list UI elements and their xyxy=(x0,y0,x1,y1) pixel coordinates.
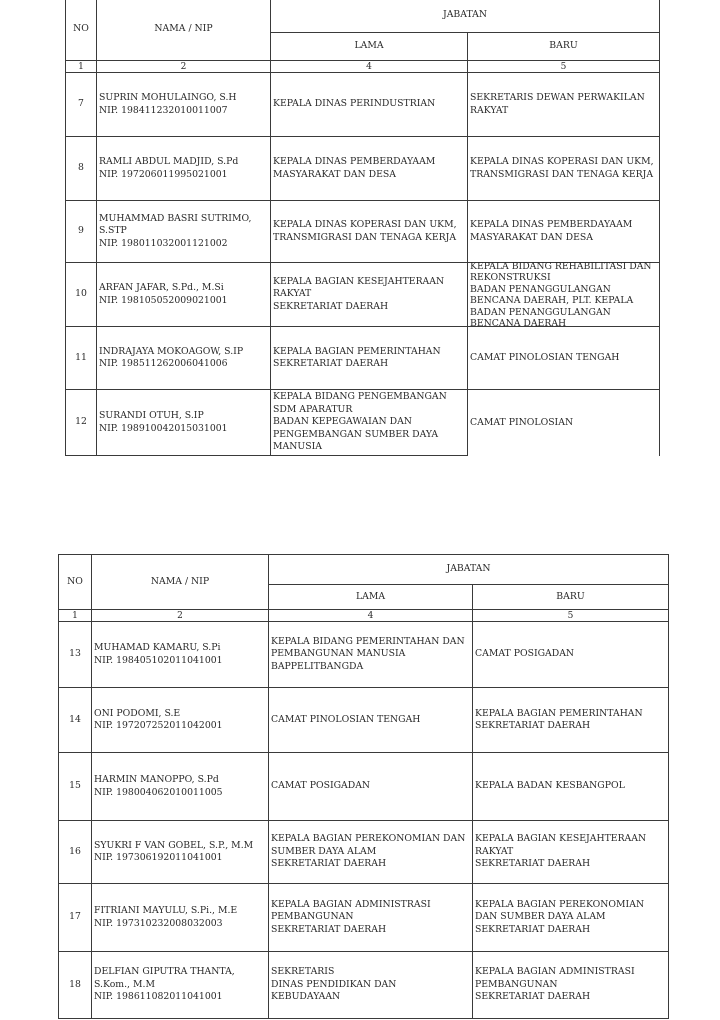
cell-line: KEPALA BAGIAN PEMERINTAHAN xyxy=(475,707,643,719)
table-row xyxy=(66,73,660,137)
cell-line: BENCANA DAERAH xyxy=(470,318,567,329)
cell-jabatan-lama xyxy=(269,884,473,952)
cell-jabatan-baru xyxy=(473,952,669,1019)
cell-jabatan-lama xyxy=(269,821,473,884)
cell-line: BADAN PENANGGULANGAN xyxy=(470,306,611,318)
cell-line: MASYARAKAT DAN DESA xyxy=(470,231,593,243)
cell-jabatan-baru xyxy=(468,260,660,329)
cell-nama-nip xyxy=(92,622,269,688)
cell-line: SDM APARATUR xyxy=(273,403,353,415)
mutation-table-page-2 xyxy=(58,554,669,1019)
cell-line: KEPALA BIDANG PENGEMBANGAN xyxy=(273,391,447,403)
mutation-table-page-1 xyxy=(65,0,660,456)
header-nama-nip: NAMA / NIP xyxy=(92,555,269,610)
cell-jabatan-lama xyxy=(271,73,468,137)
table-body xyxy=(59,622,669,1019)
cell-line: SEKRETARIAT DAERAH xyxy=(271,858,387,870)
cell-line: FITRIANI MAYULU, S.Pi., M.E xyxy=(94,905,238,917)
cell-line: SUPRIN MOHULAINGO, S.H xyxy=(99,92,237,104)
cell-line: SEKRETARIAT DAERAH xyxy=(475,858,591,870)
cell-line: CAMAT PINOLOSIAN TENGAH xyxy=(271,713,421,725)
cell-jabatan-baru xyxy=(473,688,669,753)
cell-line: KEPALA BAGIAN KESEJAHTERAAN xyxy=(475,833,647,845)
cell-line: PEMBANGUNAN MANUSIA xyxy=(271,648,406,660)
cell-line: CAMAT PINOLOSIAN xyxy=(470,416,574,428)
cell-line: CAMAT POSIGADAN xyxy=(475,648,575,660)
index-cell: 5 xyxy=(473,610,669,622)
cell-line: MUHAMMAD BASRI SUTRIMO, xyxy=(99,212,252,224)
cell-no: 17 xyxy=(59,884,92,952)
cell-nama-nip xyxy=(97,327,271,390)
cell-line: NIP. 197306192011041001 xyxy=(94,852,223,863)
table-row xyxy=(59,622,669,688)
cell-no: 11 xyxy=(66,327,97,390)
cell-jabatan-baru xyxy=(473,622,669,688)
table-row xyxy=(59,688,669,753)
cell-no: 16 xyxy=(59,821,92,884)
cell-line: SEKRETARIAT DAERAH xyxy=(475,923,591,935)
cell-line: KEPALA BAGIAN ADMINISTRASI xyxy=(271,898,431,910)
cell-line: MANUSIA xyxy=(273,441,322,453)
cell-no: 8 xyxy=(66,137,97,201)
cell-jabatan-baru xyxy=(473,821,669,884)
index-cell: 4 xyxy=(269,610,473,622)
cell-nama-nip xyxy=(97,137,271,201)
cell-jabatan-baru xyxy=(468,137,660,201)
cell-line: MUHAMAD KAMARU, S.Pi xyxy=(94,642,221,654)
cell-line: CAMAT POSIGADAN xyxy=(271,780,371,792)
cell-jabatan-lama xyxy=(269,952,473,1019)
cell-no: 14 xyxy=(59,688,92,753)
cell-line: NIP. 198004062010011005 xyxy=(94,786,223,798)
cell-line: PENGEMBANGAN SUMBER DAYA xyxy=(273,428,439,440)
cell-line: PEMBANGUNAN xyxy=(271,911,354,923)
cell-line: NIP. 197310232008032003 xyxy=(94,917,223,929)
cell-line: RAKYAT xyxy=(475,845,514,857)
cell-line: INDRAJAYA MOKOAGOW, S.IP xyxy=(99,345,244,357)
cell-line: BENCANA DAERAH, PLT. KEPALA xyxy=(470,295,634,306)
cell-line: NIP. 198105052009021001 xyxy=(99,294,228,306)
cell-jabatan-lama xyxy=(269,688,473,753)
cell-line: CAMAT PINOLOSIAN TENGAH xyxy=(470,351,620,363)
cell-line: SEKRETARIAT DAERAH xyxy=(273,358,389,369)
cell-line: SEKRETARIAT DAERAH xyxy=(475,720,591,731)
cell-no: 7 xyxy=(66,73,97,137)
table-body xyxy=(66,73,660,456)
cell-nama-nip xyxy=(97,263,271,327)
cell-line: NIP. 198011032001121002 xyxy=(99,237,228,249)
cell-nama-nip xyxy=(92,753,269,821)
index-cell: 1 xyxy=(66,61,97,73)
cell-line: DAN SUMBER DAYA ALAM xyxy=(475,911,606,923)
cell-line: ONI PODOMI, S.E xyxy=(94,707,181,719)
cell-jabatan-lama xyxy=(269,622,473,688)
cell-line: BADAN KEPEGAWAIAN DAN xyxy=(273,416,412,428)
cell-line: S.Kom., M.M xyxy=(94,978,155,990)
cell-nama-nip xyxy=(92,884,269,952)
cell-line: KEPALA DINAS PEMBERDAYAAM xyxy=(470,219,633,231)
cell-jabatan-baru xyxy=(468,201,660,263)
cell-line: KEPALA BAGIAN PEMERINTAHAN xyxy=(273,345,441,357)
cell-line: SEKRETARIS xyxy=(271,966,335,978)
cell-line: TRANSMIGRASI DAN TENAGA KERJA xyxy=(470,168,654,180)
table-row xyxy=(66,201,660,263)
cell-jabatan-lama xyxy=(269,753,473,821)
header-jabatan: JABATAN xyxy=(271,0,660,33)
header-baru: BARU xyxy=(473,585,669,610)
cell-line: S.STP xyxy=(99,225,127,237)
header-no: NO xyxy=(59,555,92,610)
cell-jabatan-lama xyxy=(271,327,468,390)
cell-line: SURANDI OTUH, S.IP xyxy=(99,410,204,422)
cell-line: MASYARAKAT DAN DESA xyxy=(273,168,396,180)
cell-line: KEPALA DINAS KOPERASI DAN UKM, xyxy=(470,156,654,168)
index-cell: 1 xyxy=(59,610,92,622)
cell-nama-nip xyxy=(97,390,271,456)
cell-line: NIP. 198405102011041001 xyxy=(94,654,223,666)
cell-line: SYUKRI F VAN GOBEL, S.P., M.M xyxy=(94,839,254,851)
cell-no: 10 xyxy=(66,263,97,327)
table-row xyxy=(66,390,660,456)
cell-no: 13 xyxy=(59,622,92,688)
header-nama-nip: NAMA / NIP xyxy=(97,0,271,61)
cell-line: RAMLI ABDUL MADJID, S.Pd xyxy=(99,156,239,168)
table-row xyxy=(66,137,660,201)
cell-line: PEMBANGUNAN xyxy=(475,978,558,990)
cell-line: KEBUDAYAAN xyxy=(271,991,341,1003)
cell-jabatan-baru xyxy=(468,390,660,456)
index-cell: 2 xyxy=(97,61,271,73)
cell-jabatan-lama xyxy=(271,137,468,201)
cell-nama-nip xyxy=(92,821,269,884)
index-cell: 2 xyxy=(92,610,269,622)
header-no: NO xyxy=(66,0,97,61)
cell-jabatan-baru xyxy=(473,753,669,821)
cell-line: KEPALA BAGIAN KESEJAHTERAAN xyxy=(273,275,445,287)
cell-line: NIP. 197206011995021001 xyxy=(99,168,228,180)
cell-nama-nip xyxy=(97,201,271,263)
cell-line: KEPALA BIDANG PEMERINTAHAN DAN xyxy=(271,635,465,647)
cell-line: KEPALA BADAN KESBANGPOL xyxy=(475,780,625,792)
header-baru: BARU xyxy=(468,33,660,61)
cell-line: RAKYAT xyxy=(273,288,312,300)
cell-jabatan-lama xyxy=(271,263,468,327)
cell-line: NIP. 198910042015031001 xyxy=(99,422,228,434)
cell-line: ARFAN JAFAR, S.Pd., M.Si xyxy=(99,282,224,294)
cell-line: KEPALA BAGIAN PEREKONOMIAN DAN xyxy=(271,833,466,845)
cell-nama-nip xyxy=(97,73,271,137)
cell-no: 15 xyxy=(59,753,92,821)
cell-no: 18 xyxy=(59,952,92,1019)
cell-nama-nip xyxy=(92,952,269,1019)
index-cell: 5 xyxy=(468,61,660,73)
table-row xyxy=(59,753,669,821)
table-row xyxy=(66,263,660,327)
cell-no: 9 xyxy=(66,201,97,263)
cell-line: SUMBER DAYA ALAM xyxy=(271,845,377,857)
cell-line: KEPALA DINAS PEMBERDAYAAM xyxy=(273,156,436,168)
cell-line: BAPPELITBANGDA xyxy=(271,660,364,672)
table-row xyxy=(59,952,669,1019)
cell-line: HARMIN MANOPPO, S.Pd xyxy=(94,774,219,786)
cell-line: KEPALA BIDANG REHABILITASI DAN xyxy=(470,260,652,272)
cell-nama-nip xyxy=(92,688,269,753)
cell-line: SEKRETARIAT DAERAH xyxy=(273,300,389,312)
table-row xyxy=(59,884,669,952)
cell-jabatan-lama xyxy=(271,201,468,263)
cell-line: REKONSTRUKSI xyxy=(470,272,551,283)
table-row xyxy=(59,821,669,884)
cell-line: SEKRETARIAT DAERAH xyxy=(271,923,387,935)
header-lama: LAMA xyxy=(269,585,473,610)
cell-line: KEPALA DINAS PERINDUSTRIAN xyxy=(273,98,436,110)
cell-jabatan-baru xyxy=(468,327,660,390)
cell-line: KEPALA BAGIAN ADMINISTRASI xyxy=(475,966,635,978)
cell-line: KEPALA BAGIAN PEREKONOMIAN xyxy=(475,898,645,910)
cell-line: NIP. 198411232010011007 xyxy=(99,104,228,116)
header-lama: LAMA xyxy=(271,33,468,61)
cell-line: TRANSMIGRASI DAN TENAGA KERJA xyxy=(273,231,457,243)
cell-line: RAKYAT xyxy=(470,104,509,116)
cell-line: DINAS PENDIDIKAN DAN xyxy=(271,978,397,990)
table-row xyxy=(66,327,660,390)
index-cell: 4 xyxy=(271,61,468,73)
cell-jabatan-baru xyxy=(468,73,660,137)
cell-no: 12 xyxy=(66,390,97,456)
cell-line: NIP. 198611082011041001 xyxy=(94,991,223,1003)
cell-line: NIP. 197207252011042001 xyxy=(94,720,223,731)
cell-jabatan-lama xyxy=(271,390,468,456)
cell-line: KEPALA DINAS KOPERASI DAN UKM, xyxy=(273,219,457,231)
cell-line: SEKRETARIAT DAERAH xyxy=(475,991,591,1003)
cell-line: NIP. 198511262006041006 xyxy=(99,358,228,369)
cell-line: SEKRETARIS DEWAN PERWAKILAN xyxy=(470,92,645,104)
cell-line: BADAN PENANGGULANGAN xyxy=(470,283,611,295)
cell-line: DELFIAN GIPUTRA THANTA, xyxy=(94,966,235,978)
header-jabatan: JABATAN xyxy=(269,555,669,585)
cell-jabatan-baru xyxy=(473,884,669,952)
